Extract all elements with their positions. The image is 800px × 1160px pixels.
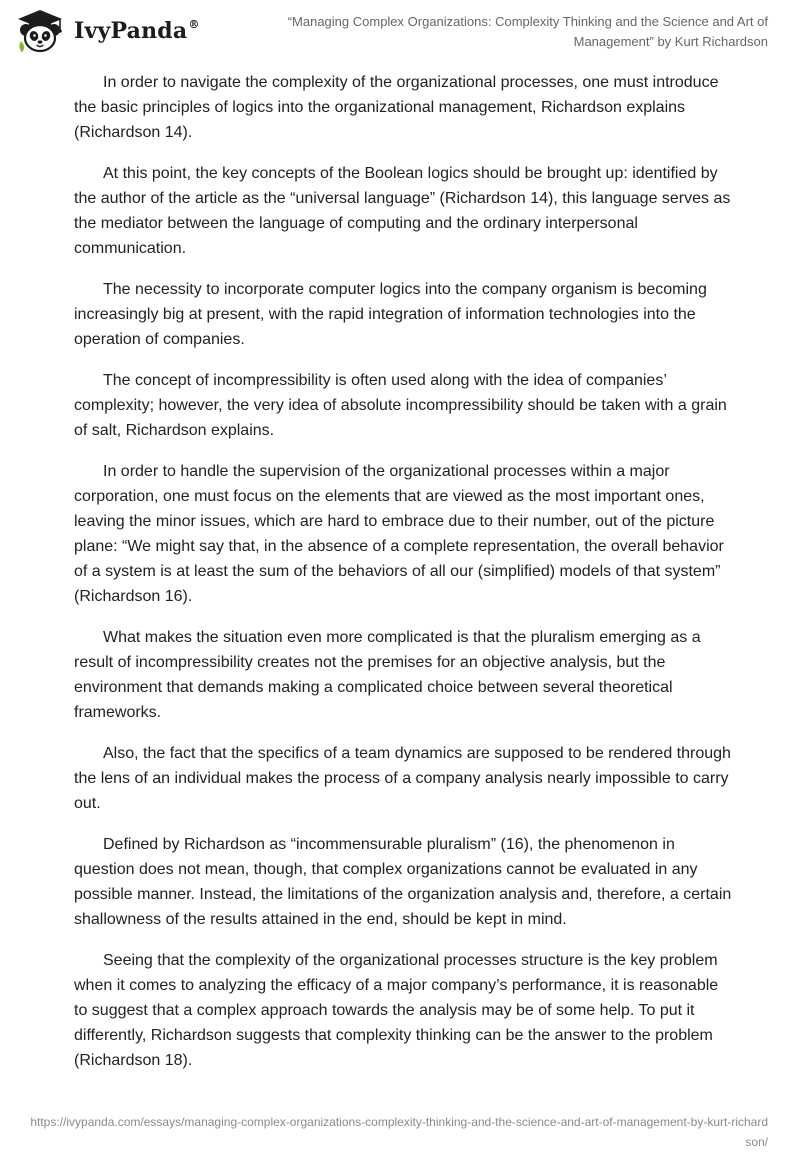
registered-mark: ® — [188, 17, 200, 31]
paragraph: In order to navigate the complexity of the organizational processes, one must introduce the basic principles of logics into the organizational management, Richardson explains (Richardson 14). — [74, 74, 719, 141]
essay-body — [74, 70, 734, 1089]
paragraph: At this point, the key concepts of the Boolean logics should be brought up: identified by the author of the article as the “universal language” (Richardson 14), this language serves as the mediator between the language of computing and the ordinary interpersonal communication. — [74, 165, 731, 257]
paragraph: The necessity to incorporate computer logics into the company organism is becoming increasingly big at present, with the rapid integration of information technologies into the operation of companies. — [74, 281, 707, 348]
document-title: “Managing Complex Organizations: Complexity Thinking and the Science and Art of Management” by Kurt Richardson — [287, 14, 768, 49]
paragraph: Also, the fact that the specifics of a team dynamics are supposed to be rendered through the lens of an individual makes the process of a company analysis nearly impossible to carry out. — [74, 745, 731, 812]
logo-wordmark: IvyPanda® — [74, 17, 200, 44]
paragraph: Seeing that the complexity of the organizational processes structure is the key problem when it comes to analyzing the efficacy of a major company’s performance, it is reasonable to suggest that a complex approach towards the analysis may be of some help. To put it differently, Richardson suggests that complexity thinking can be the answer to the problem (Richardson 18). — [74, 952, 719, 1069]
ivypanda-logo[interactable] — [14, 8, 200, 54]
source-url-link[interactable]: https://ivypanda.com/essays/managing-complex-organizations-complexity-thinking-and-the-science-and-art-of-management-by-kurt-richardson/ — [30, 1115, 768, 1149]
panda-graduate-icon — [14, 8, 66, 54]
page-header — [0, 0, 800, 60]
paragraph: The concept of incompressibility is often used along with the idea of companies’ complexity; however, the very idea of absolute incompressibility should be taken with a grain of salt, Richardson explains. — [74, 372, 727, 439]
paragraph: What makes the situation even more complicated is that the pluralism emerging as a result of incompressibility creates not the premises for an objective analysis, but the environment that demands making a complicated choice between several theoretical frameworks. — [74, 629, 701, 721]
paragraph: In order to handle the supervision of the organizational processes within a major corporation, one must focus on the elements that are viewed as the most important ones, leaving the minor issues, which are hard to embrace due to their number, out of the picture plane: “We might say that, in the absence of a complete representation, the overall behavior of a system is at least the sum of the behaviors of all our (simplified) models of that system” (Richardson 16). — [74, 463, 724, 605]
paragraph: Defined by Richardson as “incommensurable pluralism” (16), the phenomenon in question does not mean, though, that complex organizations cannot be evaluated in any possible manner. Instead, the limitations of the organization analysis and, therefore, a certain shallowness of the results attained in the end, should be kept in mind. — [74, 836, 732, 928]
